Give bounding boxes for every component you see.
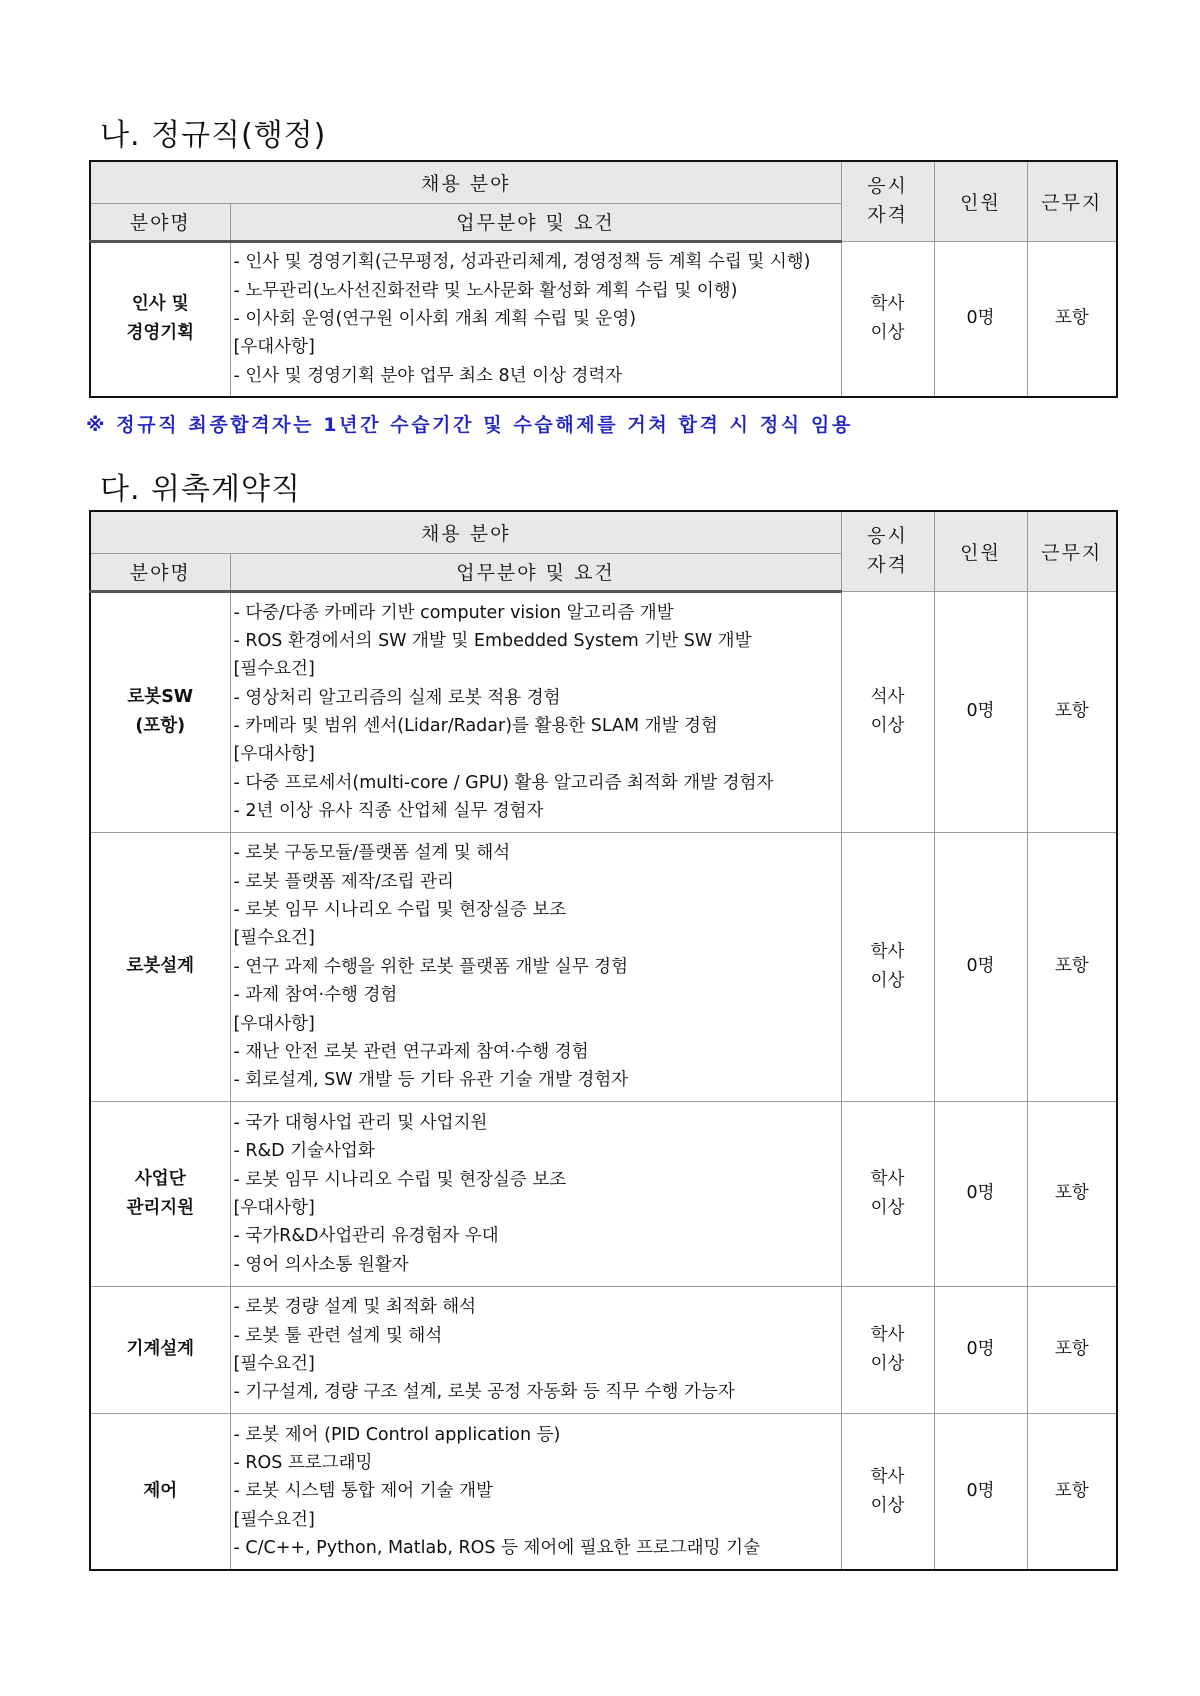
duty-requirements-cell [230, 1102, 841, 1286]
location-cell: 포항 [1027, 1102, 1117, 1286]
duty-line: [우대사항] [233, 1197, 315, 1218]
header-duty-requirements: 업무분야 및 요건 [230, 553, 841, 591]
duty-line: [필수요건] [233, 659, 315, 680]
table-row [90, 1286, 1117, 1414]
header-location: 근무지 [1027, 511, 1117, 591]
header-headcount: 인원 [934, 161, 1027, 241]
headcount-cell: 0명 [934, 1414, 1027, 1570]
header-field-name: 분야명 [90, 203, 230, 241]
duty-line: - 로봇 임무 시나리오 수립 및 현장실증 보조 [233, 1169, 567, 1190]
qualification-cell: 학사 이상 [841, 1414, 934, 1570]
duty-line: [필수요건] [233, 1509, 315, 1530]
qualification-cell: 학사 이상 [841, 1102, 934, 1286]
duty-line: [우대사항] [233, 337, 315, 358]
duty-line: - ROS 프로그래밍 [233, 1452, 373, 1473]
duty-line: - 로봇 툴 관련 설계 및 해석 [233, 1325, 443, 1346]
duty-requirements-cell [230, 1414, 841, 1570]
duty-requirements-cell [230, 591, 841, 832]
duty-line: - 과제 참여·수행 경험 [233, 985, 398, 1006]
duty-line: - 로봇 플랫폼 제작/조립 관리 [233, 871, 454, 892]
headcount-cell: 0명 [934, 241, 1027, 397]
qualification-cell: 학사 이상 [841, 1286, 934, 1414]
duty-line: - 연구 과제 수행을 위한 로봇 플랫폼 개발 실무 경험 [233, 956, 628, 977]
duty-line: - 재난 안전 로봇 관련 연구과제 참여·수행 경험 [233, 1041, 589, 1062]
duty-line: - 영상처리 알고리즘의 실제 로봇 적용 경험 [233, 687, 561, 708]
qualification-cell: 석사 이상 [841, 591, 934, 832]
header-recruit-field: 채용 분야 [90, 161, 841, 203]
duty-line: [필수요건] [233, 1353, 315, 1374]
header-qualification: 응시 자격 [841, 161, 934, 241]
qualification-cell: 학사 이상 [841, 832, 934, 1102]
duty-line: - 인사 및 경영기획 분야 업무 최소 8년 이상 경력자 [233, 365, 623, 386]
duty-line: - R&D 기술사업화 [233, 1141, 375, 1162]
regular-job-table [89, 160, 1118, 398]
header-qualification: 응시 자격 [841, 511, 934, 591]
duty-requirements-cell [230, 1286, 841, 1414]
location-cell: 포항 [1027, 591, 1117, 832]
duty-line: - 카메라 및 범위 센서(Lidar/Radar)를 활용한 SLAM 개발 경험 [233, 716, 718, 737]
table-row [90, 241, 1117, 397]
table-row [90, 1102, 1117, 1286]
table-row [90, 1414, 1117, 1570]
qualification-cell: 학사 이상 [841, 241, 934, 397]
duty-line: - 기구설계, 경량 구조 설계, 로봇 공정 자동화 등 직무 수행 가능자 [233, 1382, 735, 1403]
duty-requirements-cell [230, 832, 841, 1102]
duty-line: - 2년 이상 유사 직종 산업체 실무 경험자 [233, 801, 544, 822]
field-name-cell: 로봇SW (포항) [90, 591, 230, 832]
field-name-cell: 로봇설계 [90, 832, 230, 1102]
field-name-cell: 사업단 관리지원 [90, 1102, 230, 1286]
location-cell: 포항 [1027, 1414, 1117, 1570]
duty-line: - 로봇 구동모듈/플랫폼 설계 및 해석 [233, 843, 511, 864]
location-cell: 포항 [1027, 1286, 1117, 1414]
duty-line: - 로봇 임무 시나리오 수립 및 현장실증 보조 [233, 900, 567, 920]
duty-line: - 회로설계, SW 개발 등 기타 유관 기술 개발 경험자 [233, 1070, 629, 1091]
duty-line: - 노무관리(노사선진화전략 및 노사문화 활성화 계획 수립 및 이행) [233, 280, 738, 301]
headcount-cell: 0명 [934, 832, 1027, 1102]
duty-line: - 국가 대형사업 관리 및 사업지원 [233, 1112, 488, 1133]
regular-notice: ※ 정규직 최종합격자는 1년간 수습기간 및 수습해제를 거쳐 합격 시 정식 임용 [86, 414, 853, 436]
duty-line: - 다중/다종 카메라 기반 computer vision 알고리즘 개발 [233, 602, 674, 623]
duty-line: [필수요건] [233, 928, 315, 949]
header-duty-requirements: 업무분야 및 요건 [230, 203, 841, 241]
duty-line: - C/C++, Python, Matlab, ROS 등 제어에 필요한 프로그래밍 기술 [233, 1538, 760, 1559]
field-name-cell: 인사 및 경영기획 [90, 241, 230, 397]
duty-line: - 영어 의사소통 원활자 [233, 1254, 409, 1275]
section-title-contract: 다. 위촉계약직 [100, 472, 301, 507]
duty-line: - 로봇 경량 설계 및 최적화 해석 [233, 1297, 477, 1318]
header-location: 근무지 [1027, 161, 1117, 241]
headcount-cell: 0명 [934, 591, 1027, 832]
duty-line: [우대사항] [233, 1013, 315, 1034]
duty-line: - 인사 및 경영기획(근무평정, 성과관리체계, 경영정책 등 계획 수립 및 시행) [233, 252, 811, 273]
duty-line: - 국가R&D사업관리 유경험자 우대 [233, 1226, 499, 1247]
header-recruit-field: 채용 분야 [90, 511, 841, 553]
duty-line: - 로봇 제어 (PID Control application 등) [233, 1424, 561, 1445]
duty-line: - 다중 프로세서(multi-core / GPU) 활용 알고리즘 최적화 개발 경험자 [233, 772, 774, 793]
duty-line: - 이사회 운영(연구원 이사회 개최 계획 수립 및 운영) [233, 309, 637, 330]
headcount-cell: 0명 [934, 1102, 1027, 1286]
table-row [90, 832, 1117, 1102]
duty-line: - 로봇 시스템 통합 제어 기술 개발 [233, 1481, 493, 1502]
table-row [90, 591, 1117, 832]
field-name-cell: 기계설계 [90, 1286, 230, 1414]
location-cell: 포항 [1027, 832, 1117, 1102]
duty-requirements-cell [230, 241, 841, 397]
contract-job-table [89, 510, 1118, 1571]
location-cell: 포항 [1027, 241, 1117, 397]
section-title-regular: 나. 정규직(행정) [100, 118, 327, 153]
header-field-name: 분야명 [90, 553, 230, 591]
field-name-cell: 제어 [90, 1414, 230, 1570]
headcount-cell: 0명 [934, 1286, 1027, 1414]
duty-line: - ROS 환경에서의 SW 개발 및 Embedded System 기반 SW 개발 [233, 630, 752, 651]
header-headcount: 인원 [934, 511, 1027, 591]
duty-line: [우대사항] [233, 744, 315, 765]
